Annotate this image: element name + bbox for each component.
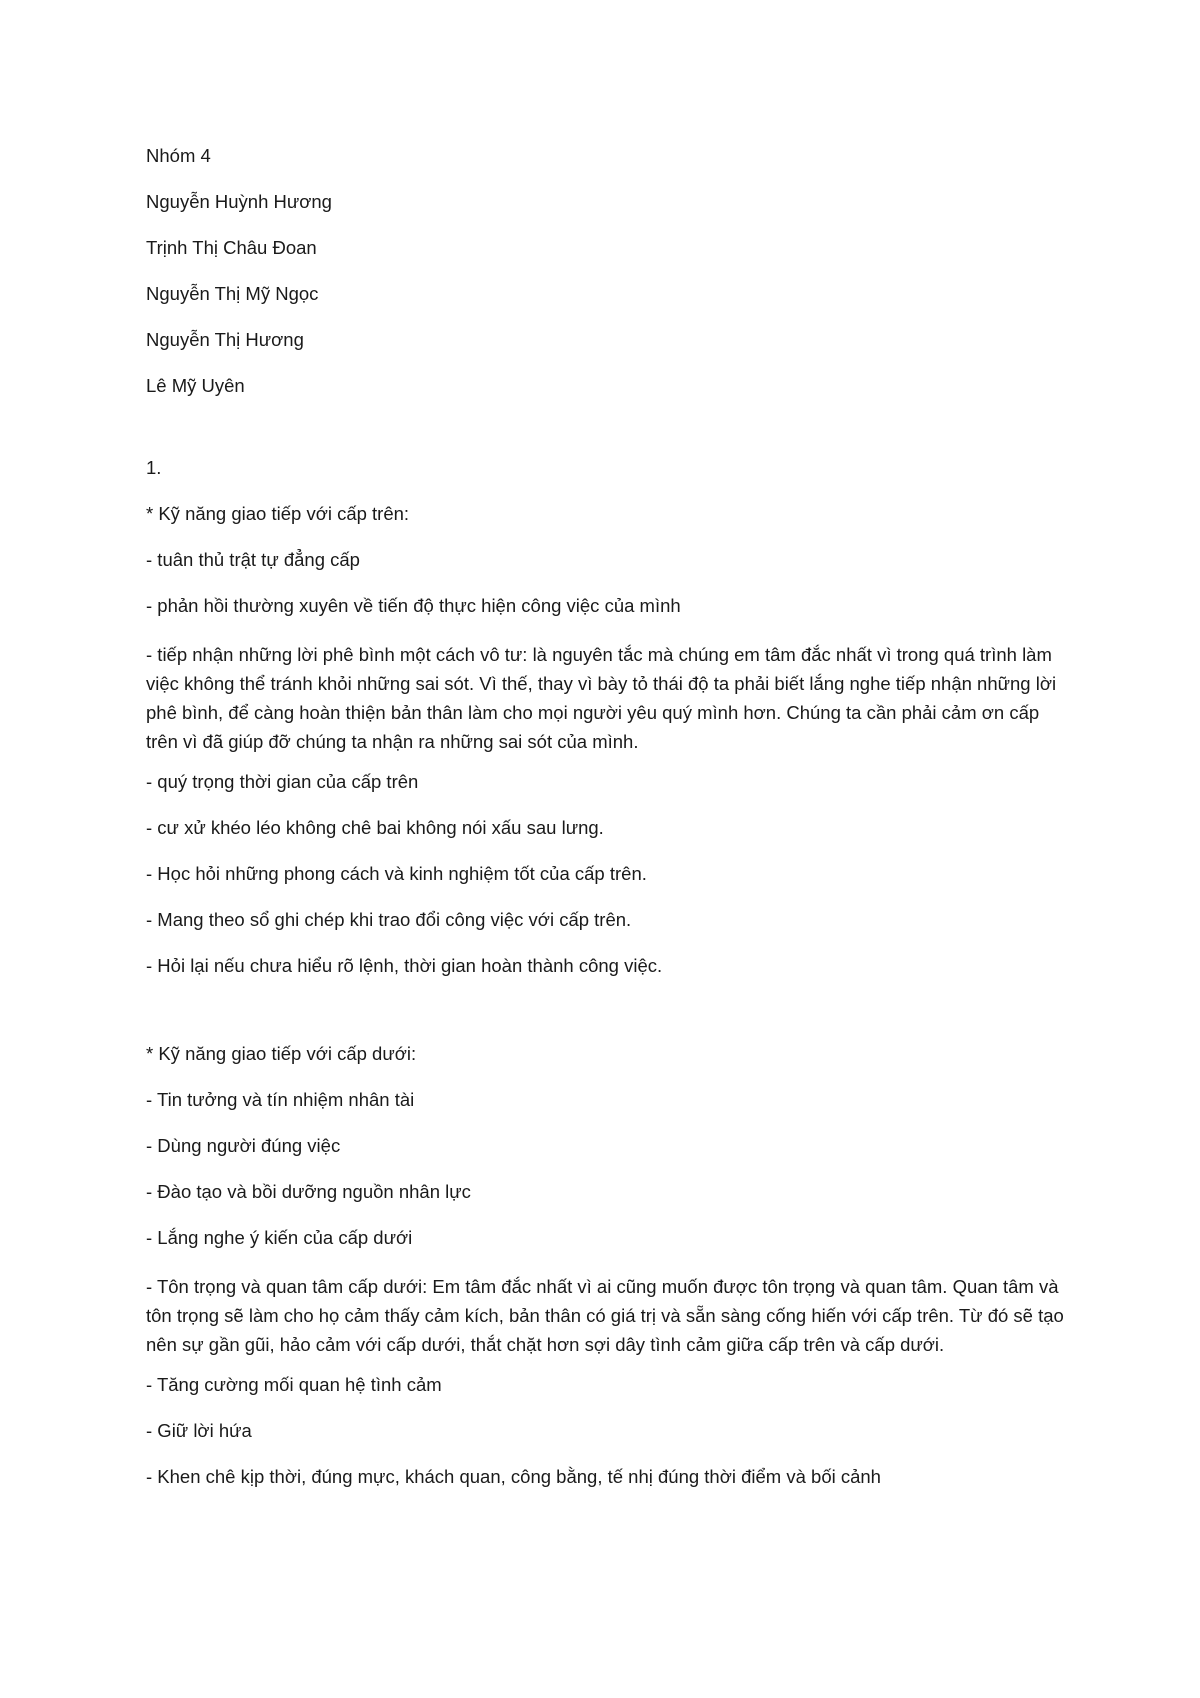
member-name: Trịnh Thị Châu Đoan (146, 237, 317, 258)
list-item: - Giữ lời hứa (146, 1420, 252, 1441)
member-name: Nguyễn Thị Hương (146, 329, 304, 350)
question-number: 1. (146, 457, 162, 478)
list-item: - Học hỏi những phong cách và kinh nghiệm tốt của cấp trên. (146, 863, 647, 884)
list-item: - tuân thủ trật tự đẳng cấp (146, 549, 360, 570)
list-item: - quý trọng thời gian của cấp trên (146, 771, 419, 792)
list-item: - Khen chê kịp thời, đúng mực, khách quan, công bằng, tế nhị đúng thời điểm và bối cảnh (146, 1466, 881, 1487)
group-title: Nhóm 4 (146, 145, 211, 166)
section-heading-superiors: * Kỹ năng giao tiếp với cấp trên: (146, 503, 410, 524)
member-name: Nguyễn Thị Mỹ Ngọc (146, 283, 319, 304)
list-item: - Lắng nghe ý kiến của cấp dưới (146, 1227, 413, 1248)
list-item-paragraph: - Tôn trọng và quan tâm cấp dưới: Em tâm đắc nhất vì ai cũng muốn được tôn trọng và quan tâm. Quan tâm và tôn trọng sẽ làm cho họ cảm thấy cảm kích, bản thân có giá trị và sẵn sàng cống hiến với cấp trên. Từ đó sẽ tạo nên sự gần gũi, hảo cảm với cấp dưới, thắt chặt hơn sợi dây tình cảm giữa cấp trên và cấp dưới. (146, 1276, 1064, 1355)
list-item: - Dùng người đúng việc (146, 1135, 341, 1156)
document-body (146, 144, 1066, 1511)
spacer (146, 1000, 1066, 1042)
list-item-paragraph: - tiếp nhận những lời phê bình một cách vô tư: là nguyên tắc mà chúng em tâm đắc nhất vì trong quá trình làm việc không thể tránh khỏi những sai sót. Vì thế, thay vì bày tỏ thái độ ta phải biết lắng nghe tiếp nhận những lời phê bình, để càng hoàn thiện bản thân làm cho mọi người yêu quý mình hơn. Chúng ta cần phải cảm ơn cấp trên vì đã giúp đỡ chúng ta nhận ra những sai sót của mình. (146, 644, 1057, 752)
list-item: - Tăng cường mối quan hệ tình cảm (146, 1374, 442, 1395)
member-name: Nguyễn Huỳnh Hương (146, 191, 332, 212)
spacer (146, 420, 1066, 456)
list-item: - Tin tưởng và tín nhiệm nhân tài (146, 1089, 415, 1110)
member-name: Lê Mỹ Uyên (146, 375, 245, 396)
list-item: - cư xử khéo léo không chê bai không nói xấu sau lưng. (146, 817, 604, 838)
section-heading-subordinates: * Kỹ năng giao tiếp với cấp dưới: (146, 1043, 417, 1064)
list-item: - phản hồi thường xuyên về tiến độ thực hiện công việc của mình (146, 595, 681, 616)
list-item: - Đào tạo và bồi dưỡng nguồn nhân lực (146, 1181, 471, 1202)
list-item: - Mang theo sổ ghi chép khi trao đổi công việc với cấp trên. (146, 909, 632, 930)
list-item: - Hỏi lại nếu chưa hiểu rõ lệnh, thời gian hoàn thành công việc. (146, 955, 663, 976)
